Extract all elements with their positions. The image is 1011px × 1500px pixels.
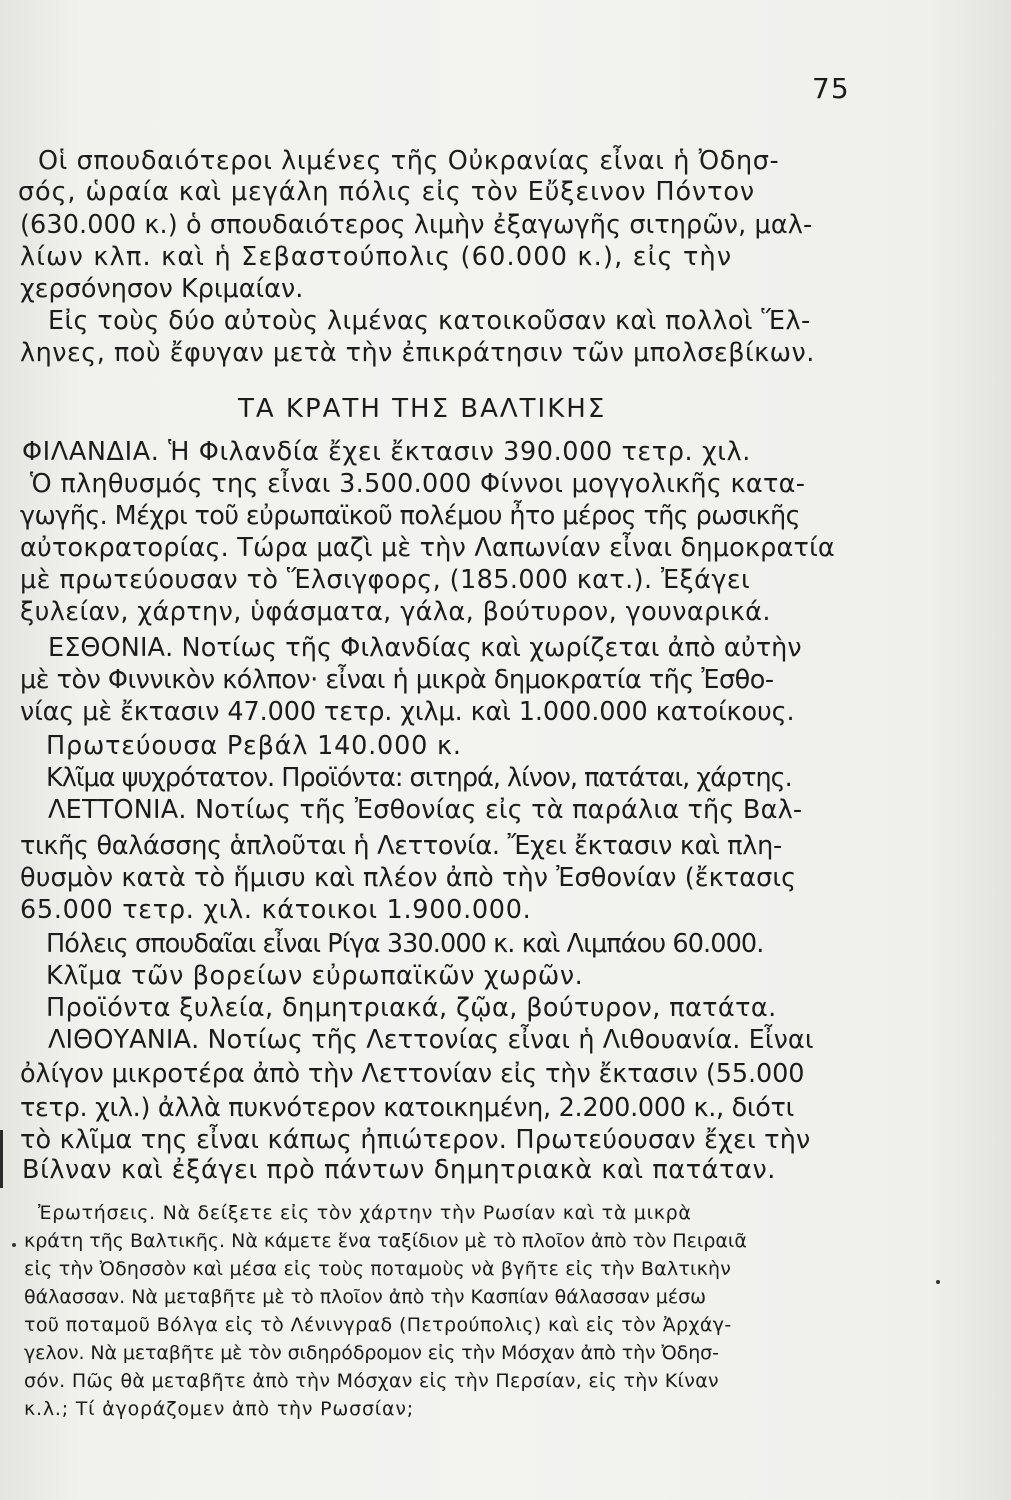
section-line: Κλῖμα τῶν βορείων εὐρωπαϊκῶν χωρῶν. [46, 961, 584, 991]
speck [936, 1280, 940, 1284]
body-line: χερσόνησον Κριμαίαν. [20, 274, 304, 304]
question-line: κράτη τῆς Βαλτικῆς. Νὰ κάμετε ἕνα ταξίδιον μὲ τὸ πλοῖον ἀπὸ τὸν Πειραιᾶ [24, 1230, 747, 1252]
question-line: εἰς τὴν Ὀδησσὸν καὶ μέσα εἰς τοὺς ποταμοὺς νὰ βγῆτε εἰς τὴν Βαλτικὴν [24, 1258, 732, 1280]
section-line: γωγῆς. Μέχρι τοῦ εὐρωπαϊκοῦ πολέμου ἦτο μέρος τῆς ρωσικῆς [20, 501, 800, 531]
section-line: θυσμὸν κατὰ τὸ ἥμισυ καὶ πλέον ἀπὸ τὴν Ἐσθονίαν (ἔκτασις [20, 863, 797, 893]
question-line: κ.λ.; Τί ἀγοράζομεν ἀπὸ τὴν Ρωσσίαν; [24, 1398, 414, 1420]
section-line: ξυλείαν, χάρτην, ὑφάσματα, γάλα, βούτυρον, γουναρικά. [20, 597, 771, 627]
body-line: Εἰς τοὺς δύο αὐτοὺς λιμένας κατοικοῦσαν καὶ πολλοὶ Ἕλ- [48, 306, 811, 336]
body-line: Οἱ σπουδαιότεροι λιμένες τῆς Οὐκρανίας εἶναι ἡ Ὀδησ- [38, 146, 780, 176]
section-line: νίας μὲ ἔκτασιν 47.000 τετρ. χιλμ. καὶ 1.000.000 κατοίκους. [20, 697, 795, 727]
question-line: γελον. Νὰ μεταβῆτε μὲ τὸν σιδηρόδρομον εἰς τὴν Μόσχαν ἀπὸ τὴν Ὀδησ- [24, 1342, 719, 1364]
question-line: τοῦ ποταμοῦ Βόλγα εἰς τὸ Λένινγραδ (Πετρούπολις) καὶ εἰς τὸν Ἀρχάγ- [24, 1314, 732, 1336]
speck [12, 1243, 16, 1247]
question-line: Ἐρωτήσεις. Νὰ δείξετε εἰς τὸν χάρτην τὴν Ρωσίαν καὶ τὰ μικρὰ [38, 1202, 692, 1224]
question-line: σόν. Πῶς θὰ μεταβῆτε ἀπὸ τὴν Μόσχαν εἰς τὴν Περσίαν, εἰς τὴν Κίναν [24, 1370, 719, 1392]
page-number: 75 [812, 72, 850, 105]
section-line: τικῆς θαλάσσης ἁπλοῦται ἡ Λεττονία. Ἔχει ἔκτασιν καὶ πλη- [20, 831, 782, 861]
section-line: αὐτοκρατορίας. Τώρα μαζὶ μὲ τὴν Λαπωνίαν εἶναι δημοκρατία [20, 533, 835, 563]
question-line: θάλασσαν. Νὰ μεταβῆτε μὲ τὸ πλοῖον ἀπὸ τὴν Κασπίαν θάλασσαν μέσω [24, 1286, 707, 1308]
body-line: (630.000 κ.) ὁ σπουδαιότερος λιμὴν ἐξαγωγῆς σιτηρῶν, μαλ- [20, 210, 813, 240]
section-heading: ΤΑ ΚΡΑΤΗ ΤΗΣ ΒΑΛΤΙΚΗΣ [238, 394, 607, 424]
body-line: λίων κλπ. καὶ ἡ Σεβαστούπολις (60.000 κ.), εἰς τὴν [20, 242, 733, 272]
section-line: ΛΕΤΤΟΝΙΑ. Νοτίως τῆς Ἐσθονίας εἰς τὰ παράλια τῆς Βαλ- [48, 795, 803, 825]
section-line: Πόλεις σπουδαῖαι εἶναι Ρίγα 330.000 κ. καὶ Λιμπάου 60.000. [46, 929, 764, 959]
body-line: ληνες, ποὺ ἔφυγαν μετὰ τὴν ἐπικράτησιν τῶν μπολσεβίκων. [20, 338, 815, 368]
section-line: ΦΙΛΑΝΔΙΑ. Ἡ Φιλανδία ἔχει ἔκτασιν 390.000 τετρ. χιλ. [22, 437, 751, 467]
section-line: ΛΙΘΟΥΑΝΙΑ. Νοτίως τῆς Λεττονίας εἶναι ἡ Λιθουανία. Εἶναι [48, 1025, 814, 1055]
section-line: Ὁ πληθυσμός της εἶναι 3.500.000 Φίννοι μογγολικῆς κατα- [30, 469, 806, 499]
section-line: μὲ πρωτεύουσαν τὸ Ἕλσιγφορς, (185.000 κατ.). Ἐξάγει [20, 565, 751, 595]
section-line: 65.000 τετρ. χιλ. κάτοικοι 1.900.000. [20, 895, 532, 925]
section-line: Πρωτεύουσα Ρεβάλ 140.000 κ. [46, 731, 462, 761]
section-line: τὸ κλῖμα της εἶναι κάπως ἠπιώτερον. Πρωτεύουσαν ἔχει τὴν [20, 1125, 811, 1155]
section-line: μὲ τὸν Φιννικὸν κόλπον· εἶναι ἡ μικρὰ δημοκρατία τῆς Ἐσθο- [20, 665, 774, 695]
body-line: σός, ὡραία καὶ μεγάλη πόλις εἰς τὸν Εὔξεινον Πόντον [18, 177, 756, 207]
binding-edge-mark [0, 1130, 3, 1188]
section-line: ὀλίγον μικροτέρα ἀπὸ τὴν Λεττονίαν εἰς τὴν ἔκτασιν (55.000 [20, 1059, 805, 1089]
section-line: τετρ. χιλ.) ἀλλὰ πυκνότερον κατοικημένη, 2.200.000 κ., διότι [20, 1093, 794, 1123]
section-line: ΕΣΘΟΝΙΑ. Νοτίως τῆς Φιλανδίας καὶ χωρίζεται ἀπὸ αὐτὴν [48, 633, 802, 663]
section-line: Κλῖμα ψυχρότατον. Προϊόντα: σιτηρά, λίνον, πατάται, χάρτης. [46, 763, 792, 793]
section-line: Προϊόντα ξυλεία, δημητριακά, ζῷα, βούτυρον, πατάτα. [46, 993, 777, 1023]
section-line: Βίλναν καὶ ἐξάγει πρὸ πάντων δημητριακὰ καὶ πατάταν. [22, 1155, 776, 1185]
